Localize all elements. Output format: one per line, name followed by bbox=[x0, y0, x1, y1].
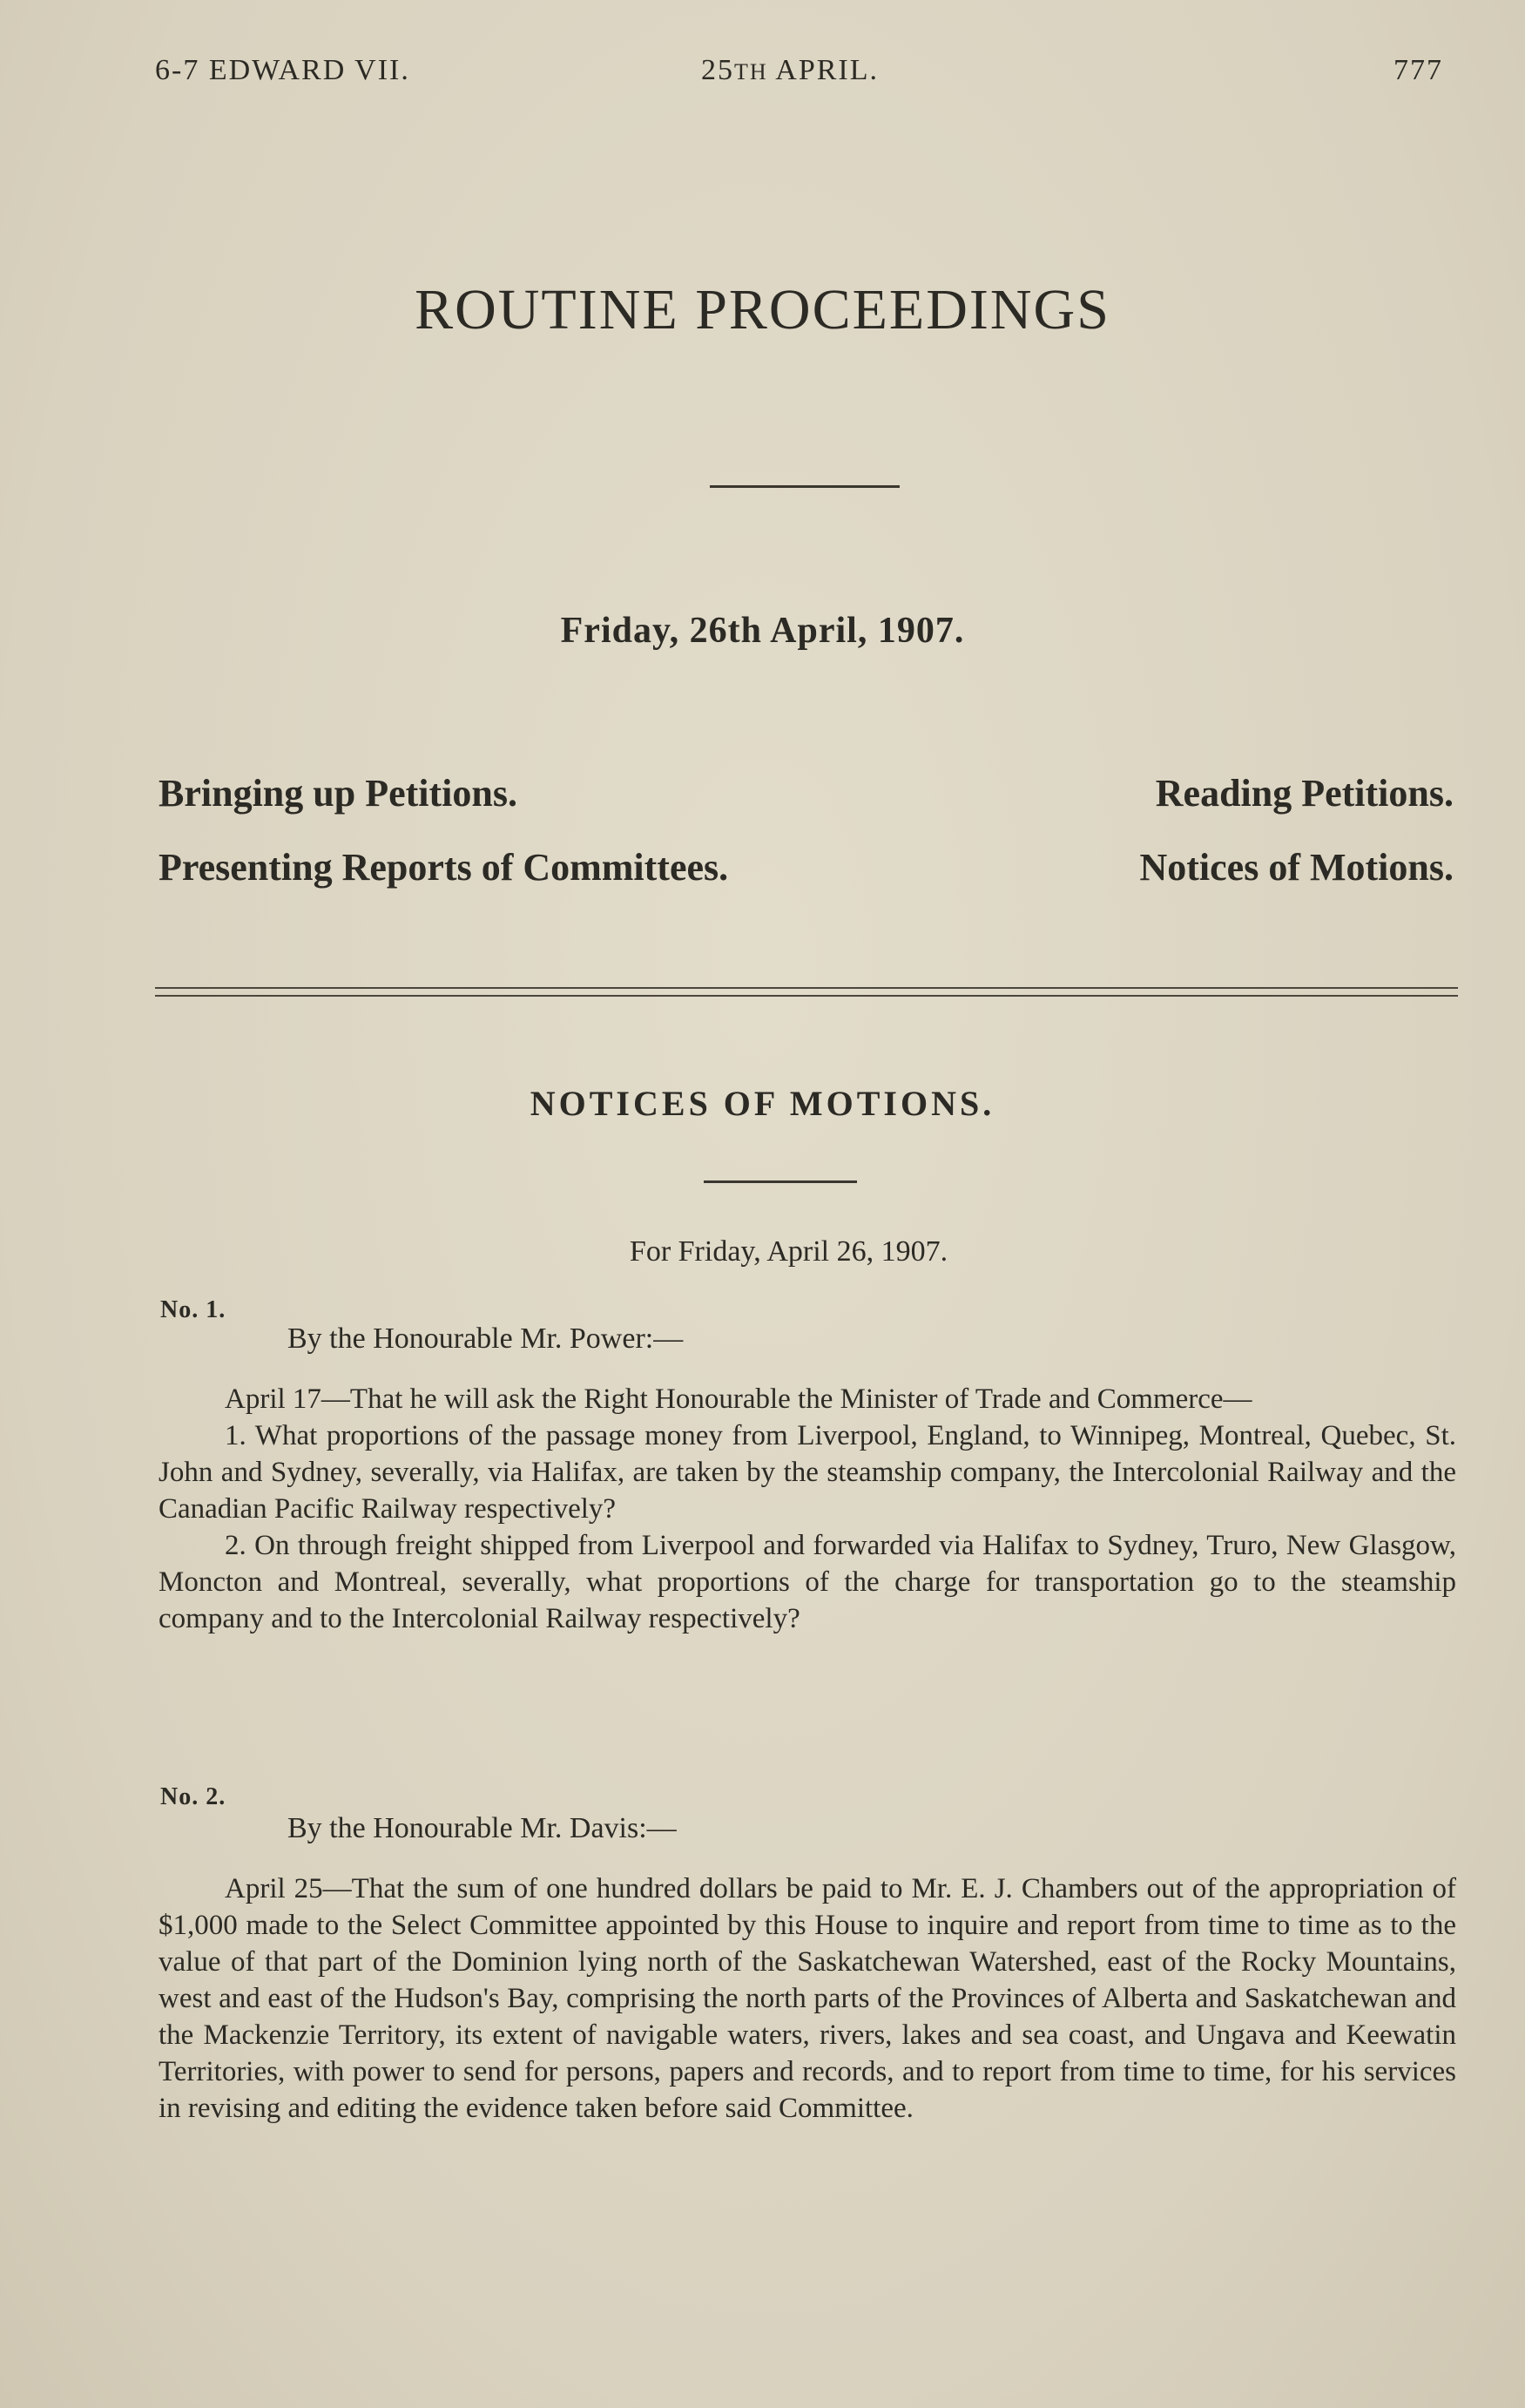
routine-notices-of-motions: Notices of Motions. bbox=[1139, 846, 1454, 889]
date-heading: Friday, 26th April, 1907. bbox=[560, 611, 965, 651]
header-day: 25 bbox=[701, 54, 734, 86]
routine-reading-petitions: Reading Petitions. bbox=[1155, 772, 1454, 815]
motion-number: No. 2. bbox=[160, 1783, 226, 1810]
motion-paragraph: 2. On through freight shipped from Liverpool and forwarded via Halifax to Sydney, Truro, New Glasgow, Moncton and Montreal, severally, what proportions of the charge for transportation go to the steamship company and to the Intercolonial Railway respectively? bbox=[159, 1530, 1456, 1634]
header-day-suffix: TH bbox=[734, 59, 768, 85]
routine-presenting-reports: Presenting Reports of Committees. bbox=[159, 846, 729, 889]
motion-body bbox=[159, 1381, 1456, 1637]
section-rule bbox=[704, 1180, 857, 1183]
running-header-left: 6-7 EDWARD VII. bbox=[155, 54, 410, 86]
motion-paragraph: April 17—That he will ask the Right Honourable the Minister of Trade and Commerce— bbox=[225, 1383, 1252, 1415]
section-divider bbox=[155, 987, 1458, 997]
page-number: 777 bbox=[1393, 54, 1443, 86]
for-date-line: For Friday, April 26, 1907. bbox=[629, 1235, 948, 1268]
motion-number: No. 1. bbox=[160, 1296, 226, 1323]
page-title: ROUTINE PROCEEDINGS bbox=[415, 278, 1110, 342]
motion-paragraph: April 25—That the sum of one hundred dollars be paid to Mr. E. J. Chambers out of the appropriation of $1,000 made to the Select Committee appointed by this House to inquire and report from time to time as to the value of that part of the Dominion lying north of the Saskatchewan Watershed, east of the Rocky Mountains, west and east of the Hudson's Bay, comprising the north parts of the Provinces of Alberta and Saskatchewan and the Mackenzie Territory, its extent of navigable waters, rivers, lakes and sea coast, and Ungava and Keewatin Territories, with power to send for persons, papers and records, and to report from time to time, for his services in revising and editing the evidence taken before said Committee. bbox=[159, 1873, 1456, 2124]
motion-mover: By the Honourable Mr. Davis:— bbox=[287, 1812, 677, 1844]
motion-paragraph: 1. What proportions of the passage money from Liverpool, England, to Winnipeg, Montreal, Quebec, St. John and Sydney, severally, via Halifax, are taken by the steamship company, the Intercolonial Railway and the Canadian Pacific Railway respectively? bbox=[159, 1420, 1456, 1525]
motion-mover: By the Honourable Mr. Power:— bbox=[287, 1322, 684, 1355]
section-heading: NOTICES OF MOTIONS. bbox=[530, 1084, 995, 1123]
routine-bringing-up-petitions: Bringing up Petitions. bbox=[159, 772, 517, 815]
header-month: APRIL. bbox=[767, 54, 880, 86]
running-header-date bbox=[701, 54, 879, 87]
title-rule bbox=[710, 485, 900, 488]
motion-body bbox=[159, 1870, 1456, 2127]
